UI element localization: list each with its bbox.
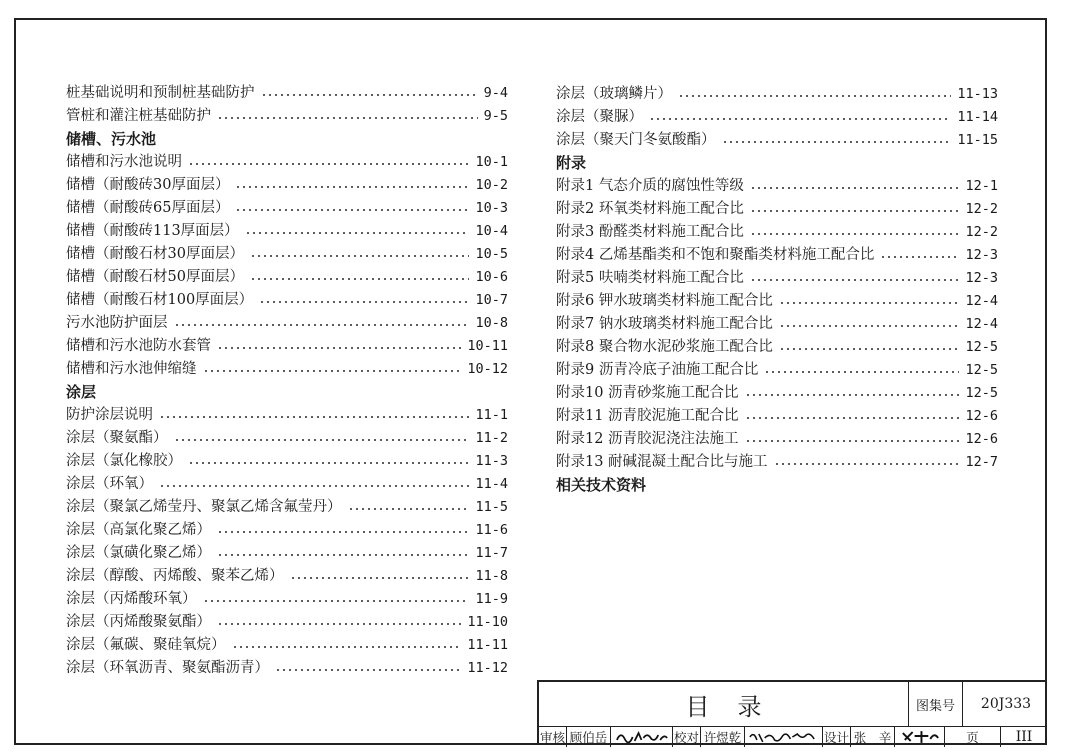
- toc-entry-page: 10-2: [475, 177, 508, 193]
- toc-entry-title: 附录3 酚醛类材料施工配合比: [556, 224, 744, 240]
- toc-entry-title: 涂层（高氯化聚乙烯）: [66, 522, 211, 538]
- checker-signature: [745, 726, 823, 747]
- toc-entry: [66, 174, 508, 197]
- dot-leader: [745, 417, 960, 419]
- designer-signature: [895, 726, 945, 747]
- dot-leader: [750, 187, 960, 189]
- toc-entry-title: 储槽（耐酸石材30厚面层）: [66, 246, 244, 262]
- toc-entry-title: 储槽和污水池防水套管: [66, 338, 211, 354]
- toc-entry-title: 涂层（聚天门冬氨酸酯）: [556, 132, 716, 148]
- toc-entry: [66, 197, 508, 220]
- toc-entry-page: 11-5: [475, 499, 508, 515]
- toc-entry: [556, 290, 998, 313]
- dot-leader: [232, 646, 462, 648]
- dot-leader: [649, 118, 951, 120]
- checker-name: 许煜乾: [701, 726, 745, 747]
- dot-leader: [764, 371, 959, 373]
- toc-entry-title: 附录: [556, 154, 587, 172]
- toc-entry-title: 附录4 乙烯基酯类和不饱和聚酯类材料施工配合比: [556, 247, 875, 263]
- dot-leader: [217, 117, 478, 119]
- toc-entry: [66, 473, 508, 496]
- toc-entry: [556, 382, 998, 405]
- toc-right-column: [556, 83, 998, 497]
- toc-entry-page: 12-5: [965, 385, 998, 401]
- toc-entry: [66, 105, 508, 128]
- toc-entry: [66, 588, 508, 611]
- dot-leader: [290, 577, 470, 579]
- toc-entry-title: 涂层（氯磺化聚乙烯）: [66, 545, 211, 561]
- toc-entry-page: 10-12: [467, 361, 508, 377]
- toc-entry: [66, 358, 508, 381]
- dot-leader: [722, 141, 952, 143]
- toc-entry: [66, 335, 508, 358]
- dot-leader: [250, 255, 470, 257]
- toc-entry-title: 污水池防护面层: [66, 315, 168, 331]
- check-label: 校对: [673, 726, 701, 747]
- toc-entry-page: 11-1: [475, 407, 508, 423]
- toc-entry-page: 9-4: [483, 85, 508, 101]
- dot-leader: [217, 623, 461, 625]
- design-label: 设计: [823, 726, 851, 747]
- toc-entry-title: 桩基础说明和预制桩基础防护: [66, 85, 255, 101]
- toc-entry-page: 11-15: [957, 132, 998, 148]
- page-title: 目录: [539, 682, 909, 726]
- toc-entry-title: 附录11 沥青胶泥施工配合比: [556, 408, 739, 424]
- toc-entry-title: 附录12 沥青胶泥浇注法施工: [556, 431, 739, 447]
- toc-entry-page: 10-1: [475, 154, 508, 170]
- dot-leader: [348, 508, 470, 510]
- toc-entry: [66, 289, 508, 312]
- dot-leader: [159, 416, 469, 418]
- toc-entry-page: 11-7: [475, 545, 508, 561]
- toc-entry-page: 10-5: [475, 246, 508, 262]
- dot-leader: [159, 485, 469, 487]
- toc-entry: [556, 175, 998, 198]
- toc-entry-title: 涂层（丙烯酸聚氨酯）: [66, 614, 211, 630]
- toc-entry: [66, 220, 508, 243]
- toc-entry-page: 11-13: [957, 86, 998, 102]
- toc-entry: [66, 496, 508, 519]
- toc-entry-title: 储槽（耐酸石材50厚面层）: [66, 269, 244, 285]
- toc-entry-title: 储槽（耐酸砖113厚面层）: [66, 223, 239, 239]
- toc-entry-page: 11-6: [475, 522, 508, 538]
- set-number: 20J333: [980, 696, 1032, 712]
- toc-entry: [556, 451, 998, 474]
- toc-entry-title: 相关技术资料: [556, 476, 647, 494]
- toc-entry: [556, 106, 998, 129]
- toc-entry-page: 12-5: [965, 362, 998, 378]
- toc-entry: [66, 266, 508, 289]
- toc-entry-page: 12-3: [965, 247, 998, 263]
- toc-entry-page: 12-1: [965, 178, 998, 194]
- toc-entry-page: 12-6: [965, 408, 998, 424]
- designer-name: 张 辛: [851, 726, 895, 747]
- toc-entry-page: 12-6: [965, 431, 998, 447]
- toc-entry: [66, 611, 508, 634]
- toc-entry-page: 11-8: [475, 568, 508, 584]
- dot-leader: [745, 394, 960, 396]
- toc-entry: [66, 82, 508, 105]
- dot-leader: [750, 210, 960, 212]
- toc-entry-title: 储槽、污水池: [66, 130, 157, 148]
- toc-entry-page: 10-6: [475, 269, 508, 285]
- dot-leader: [217, 347, 461, 349]
- toc-entry-page: 10-8: [475, 315, 508, 331]
- dot-leader: [779, 302, 960, 304]
- dot-leader: [779, 348, 960, 350]
- dot-leader: [745, 440, 960, 442]
- toc-entry-page: 12-3: [965, 270, 998, 286]
- toc-entry-title: 涂层（玻璃鳞片）: [556, 86, 672, 102]
- toc-entry: [66, 542, 508, 565]
- set-number-label: 图集号: [909, 682, 963, 726]
- toc-entry-title: 防护涂层说明: [66, 407, 153, 423]
- toc-entry-page: 11-11: [467, 637, 508, 653]
- toc-entry-page: 11-9: [475, 591, 508, 607]
- reviewer-signature: [611, 726, 673, 747]
- dot-leader: [678, 95, 951, 97]
- toc-entry-page: 11-4: [475, 476, 508, 492]
- dot-leader: [750, 279, 960, 281]
- toc-entry: [556, 359, 998, 382]
- toc-entry-page: 12-4: [965, 293, 998, 309]
- toc-entry-page: 12-7: [965, 454, 998, 470]
- page-number: III: [1015, 728, 1033, 745]
- dot-leader: [261, 94, 478, 96]
- toc-entry: [556, 129, 998, 152]
- toc-entry-title: 附录9 沥青冷底子油施工配合比: [556, 362, 759, 378]
- toc-entry-title: 储槽（耐酸石材100厚面层）: [66, 292, 254, 308]
- toc-entry-page: 10-3: [475, 200, 508, 216]
- toc-entry-page: 10-7: [475, 292, 508, 308]
- toc-entry: [556, 405, 998, 428]
- reviewer-name: 顾伯岳: [567, 726, 611, 747]
- toc-entry-title: 储槽和污水池说明: [66, 154, 182, 170]
- toc-entry: [556, 313, 998, 336]
- toc-entry-page: 12-2: [965, 224, 998, 240]
- dot-leader: [203, 600, 470, 602]
- toc-entry-title: 涂层（丙烯酸环氧）: [66, 591, 197, 607]
- toc-entry-page: 11-10: [467, 614, 508, 630]
- dot-leader: [779, 325, 960, 327]
- toc-section-heading: [66, 381, 508, 404]
- toc-section-heading: [556, 474, 998, 497]
- toc-entry: [66, 151, 508, 174]
- toc-entry: [556, 198, 998, 221]
- dot-leader: [235, 186, 469, 188]
- dot-leader: [245, 232, 470, 234]
- toc-entry: [556, 221, 998, 244]
- toc-entry-title: 附录7 钠水玻璃类材料施工配合比: [556, 316, 773, 332]
- toc-entry: [66, 519, 508, 542]
- toc-entry-page: 11-3: [475, 453, 508, 469]
- dot-leader: [217, 554, 469, 556]
- toc-entry: [556, 336, 998, 359]
- dot-leader: [750, 233, 960, 235]
- toc-entry: [66, 657, 508, 680]
- toc-left-column: [66, 82, 508, 680]
- toc-entry-title: 附录8 聚合物水泥砂浆施工配合比: [556, 339, 773, 355]
- toc-entry: [66, 243, 508, 266]
- toc-entry-title: 涂层（氯化橡胶）: [66, 453, 182, 469]
- review-label: 审核: [539, 726, 567, 747]
- toc-entry-title: 涂层（聚氨酯）: [66, 430, 168, 446]
- dot-leader: [188, 163, 469, 165]
- toc-entry-title: 附录1 气态介质的腐蚀性等级: [556, 178, 744, 194]
- dot-leader: [174, 439, 470, 441]
- toc-entry-title: 附录2 环氧类材料施工配合比: [556, 201, 744, 217]
- toc-entry-page: 11-2: [475, 430, 508, 446]
- toc-entry: [556, 83, 998, 106]
- toc-entry-title: 涂层: [66, 383, 97, 401]
- toc-entry: [556, 428, 998, 451]
- toc-section-heading: [556, 152, 998, 175]
- toc-entry: [556, 244, 998, 267]
- toc-entry: [66, 565, 508, 588]
- toc-entry-title: 附录6 钾水玻璃类材料施工配合比: [556, 293, 773, 309]
- toc-entry-title: 附录13 耐碱混凝土配合比与施工: [556, 454, 768, 470]
- toc-entry-title: 管桩和灌注桩基础防护: [66, 108, 211, 124]
- toc-entry-page: 11-12: [467, 660, 508, 676]
- toc-entry-page: 9-5: [483, 108, 508, 124]
- toc-entry-page: 10-11: [467, 338, 508, 354]
- dot-leader: [188, 462, 469, 464]
- title-block: [537, 680, 1047, 745]
- dot-leader: [275, 669, 461, 671]
- toc-entry-page: 12-4: [965, 316, 998, 332]
- toc-entry: [66, 634, 508, 657]
- toc-entry-title: 涂层（环氧）: [66, 476, 153, 492]
- toc-entry-page: 10-4: [475, 223, 508, 239]
- toc-entry: [66, 450, 508, 473]
- toc-entry-title: 储槽和污水池伸缩缝: [66, 361, 197, 377]
- toc-entry-title: 涂层（氟碳、聚硅氧烷）: [66, 637, 226, 653]
- toc-entry-title: 储槽（耐酸砖30厚面层）: [66, 177, 230, 193]
- toc-entry-title: 涂层（环氧沥青、聚氨酯沥青）: [66, 660, 269, 676]
- toc-section-heading: [66, 128, 508, 151]
- toc-entry-page: 11-14: [957, 109, 998, 125]
- toc-entry: [556, 267, 998, 290]
- toc-entry: [66, 427, 508, 450]
- page-label: 页: [945, 726, 1001, 747]
- dot-leader: [235, 209, 469, 211]
- toc-entry-title: 储槽（耐酸砖65厚面层）: [66, 200, 230, 216]
- dot-leader: [259, 301, 469, 303]
- toc-entry: [66, 404, 508, 427]
- toc-entry-title: 涂层（醇酸、丙烯酸、聚苯乙烯）: [66, 568, 284, 584]
- toc-entry-title: 涂层（聚脲）: [556, 109, 643, 125]
- toc-entry-page: 12-2: [965, 201, 998, 217]
- toc-entry-title: 涂层（聚氯乙烯莹丹、聚氯乙烯含氟莹丹）: [66, 499, 342, 515]
- dot-leader: [880, 256, 959, 258]
- toc-entry-title: 附录10 沥青砂浆施工配合比: [556, 385, 739, 401]
- dot-leader: [217, 531, 469, 533]
- toc-entry-title: 附录5 呋喃类材料施工配合比: [556, 270, 744, 286]
- dot-leader: [774, 463, 960, 465]
- dot-leader: [250, 278, 470, 280]
- dot-leader: [174, 324, 470, 326]
- toc-entry-page: 12-5: [965, 339, 998, 355]
- toc-entry: [66, 312, 508, 335]
- dot-leader: [203, 370, 462, 372]
